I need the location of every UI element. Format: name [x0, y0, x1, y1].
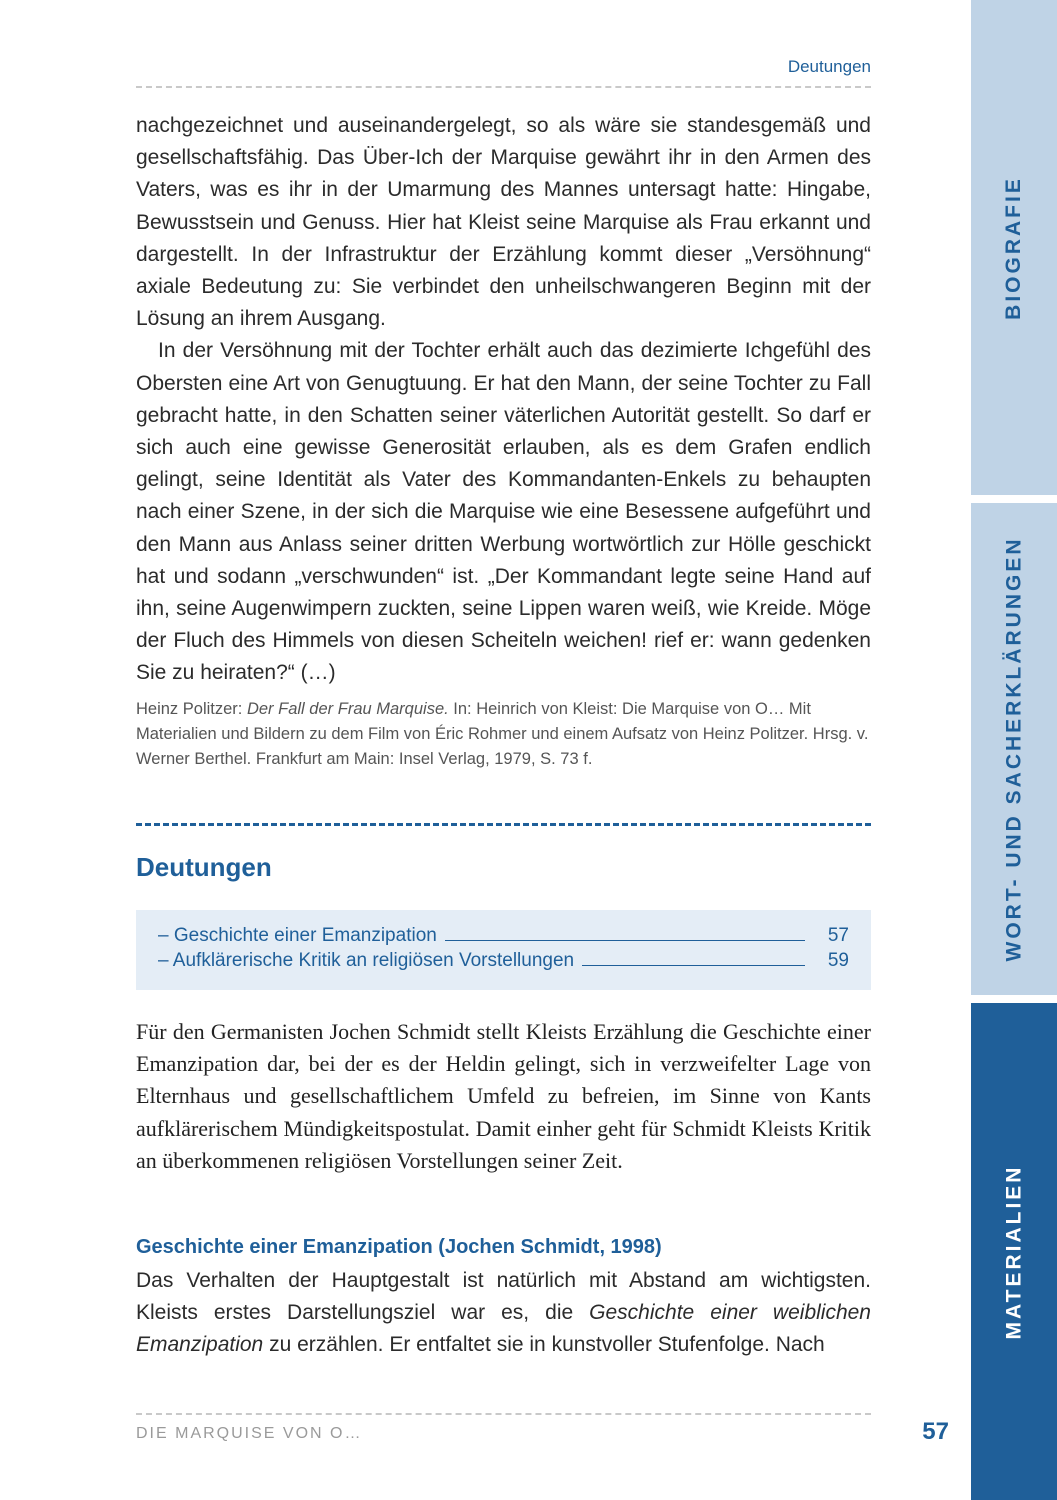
tab-label: BIOGRAFIE [1002, 175, 1026, 320]
tab-biografie[interactable] [971, 0, 1057, 495]
running-head: Deutungen [787, 57, 871, 76]
tab-label: MATERIALIEN [1002, 1164, 1025, 1339]
source-details: In: Heinrich von Kleist: Die Marquise von O… Mit Materialien und Bildern zu dem Film von Éric Rohmer und einem Aufsatz von Heinz Politzer. Hrsg. v. Werner Berthel. Frankfurt am Main: Insel Verlag, 1979, S. 73 f. [136, 700, 869, 768]
section-contents-box [136, 910, 871, 990]
source-citation [136, 697, 871, 772]
tab-materialien[interactable] [971, 1003, 1057, 1500]
excerpt-italic: Geschichte einer weiblichen Emanzipation [136, 1301, 871, 1357]
section-intro [136, 1016, 871, 1177]
toc-entry[interactable] [158, 949, 849, 973]
side-tabs [971, 0, 1057, 1500]
toc-entry-page: 59 [827, 950, 849, 971]
source-author: Heinz Politzer: [136, 700, 247, 718]
excerpt-end: zu erzählen. Er entfaltet sie in kunstvoller Stufenfolge. Nach [263, 1333, 825, 1357]
header-divider [136, 86, 871, 88]
toc-entry-label: – Aufklärerische Kritik an religiösen Vorstellungen [158, 950, 575, 971]
excerpt-start: Das Verhalten der Hauptgestalt ist natürlich mit Abstand am wichtigsten. Kleists erstes Darstellungsziel war es, die [136, 1269, 871, 1325]
quote-paragraph: In der Versöhnung mit der Tochter erhält auch das dezimierte Ichgefühl des Obersten eine Art von Genugtuung. Er hat den Mann, der seine Tochter zu Fall gebracht hatte, in den Schatten seiner väterlichen Autorität gestellt. So darf er sich auch eine gewisse Generosität erlauben, als es dem Grafen endlich gelingt, seine Identität als Vater des Kommandanten-Enkels zu behaupten nach einer Szene, in der sich die Marquise wie eine Besessene aufgeführt und den Mann aus Anlass seiner dritten Werbung wortwörtlich zur Hölle geschickt hat und sodann „verschwunden“ ist. „Der Kommandant legte seine Hand auf ihn, seine Augenwimpern zuckten, seine Lippen waren weiß, wie Kreide. Möge der Fluch des Himmels von diesen Scheiteln weichen! rief er: wann gedenken Sie zu heiraten?“ (…) [136, 339, 871, 685]
tab-wort-und-sacherklaerungen[interactable] [971, 503, 1057, 995]
source-title: Der Fall der Frau Marquise. [246, 700, 449, 718]
toc-leader [582, 965, 805, 966]
toc-entry[interactable] [158, 924, 849, 948]
subsection-heading: Geschichte einer Emanzipation (Jochen Schmidt, 1998) [136, 1236, 662, 1258]
toc-entry-label: – Geschichte einer Emanzipation [158, 925, 437, 946]
footer-divider [136, 1413, 871, 1415]
footer-book-title: DIE MARQUISE VON O… [136, 1425, 363, 1442]
subsection-text [136, 1265, 871, 1362]
section-divider [136, 823, 871, 826]
excerpt-paragraph [136, 1265, 871, 1362]
toc-leader [445, 940, 805, 941]
toc-entry-page: 57 [827, 925, 849, 946]
tab-label: WORT- UND SACHERKLÄRUNGEN [1002, 536, 1025, 962]
intro-paragraph: Für den Germanisten Jochen Schmidt stellt Kleists Erzählung die Geschichte einer Emanzipation dar, bei der es der Heldin gelingt, sich in verzweifelter Lage von Elternhaus und gesellschaftlichem Umfeld zu befreien, im Sinne von Kants aufklärerischem Mündigkeitspostulat. Damit einher geht für Schmidt Kleists Kritik an überkommenen religiösen Vorstellungen seiner Zeit. [136, 1019, 871, 1173]
quote-text [136, 110, 871, 690]
quote-paragraph: nachgezeichnet und auseinandergelegt, so als wäre sie standesgemäß und gesellschaftsfähig. Das Über-Ich der Marquise gewährt ihr in den Armen des Vaters, was es ihr in der Umarmung des Mannes untersagt hatte: Hingabe, Bewusstsein und Genuss. Hier hat Kleist seine Marquise als Frau erkannt und dargestellt. In der Infrastruktur der Erzählung kommt dieser „Versöhnung“ axiale Bedeutung zu: Sie verbindet den unheilschwangeren Beginn mit der Lösung an ihrem Ausgang. [136, 114, 871, 331]
page-number: 57 [922, 1418, 949, 1445]
section-heading: Deutungen [136, 852, 272, 882]
